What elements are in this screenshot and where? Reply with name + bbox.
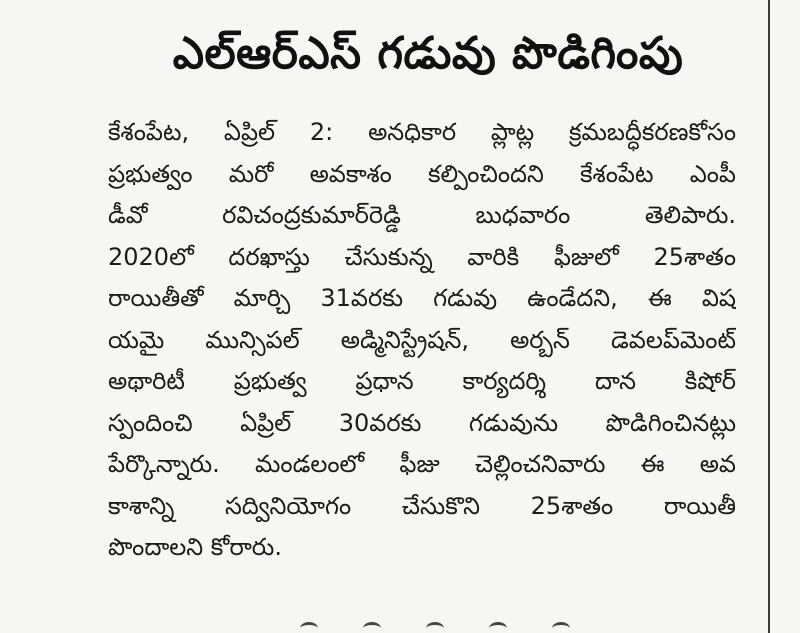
text-fragment [552,622,570,633]
text-fragment [363,622,381,633]
article-line: రాయితీతో మార్చి 31వరకు గడువు ఉండేదని, ఈ విష [108,284,736,312]
text-fragment [300,622,318,633]
text-fragment [489,622,507,633]
article-line: 2020లో దరఖాస్తు చేసుకున్న వారికి ఫీజులో 25శాతం [108,242,736,271]
article-headline: ఎల్‌ఆర్‌ఎస్ గడువు పొడిగింపు [172,28,684,79]
article-line: యమై మున్సిపల్ అడ్మినిస్ట్రేషన్, అర్బన్ డెవలప్‌మెంట్ [108,325,736,354]
article-line: పొందాలని కోరారు. [108,533,282,561]
article-line: స్పందించి ఏప్రిల్ 30వరకు గడువును పొడిగించినట్లు [108,408,736,437]
article-line: అథారిటీ ప్రభుత్వ ప్రధాన కార్యదర్శి దాన కిషోర్ [108,367,736,395]
text-fragment [426,622,444,633]
article-line: పేర్కొన్నారు. మండలంలో ఫీజు చెల్లించనివారు ఈ అవ [108,450,736,478]
article-line: కాశాన్ని సద్వినియోగం చేసుకొని 25శాతం రాయితీ [108,491,736,520]
article-body [108,112,736,569]
column-divider [768,0,770,633]
cropped-previous-text [110,0,730,8]
article-line: ప్రభుత్వం మరో అవకాశం కల్పించిందని కేశంపేట ఎంపీ [108,159,736,188]
cropped-next-text [300,620,630,633]
article-line: కేశంపేట, ఏప్రిల్ 2: అనధికార ప్లాట్ల క్రమబద్ధీకరణకోసం [108,118,736,146]
article-line: డీవో రవిచంద్రకుమార్‌రెడ్డి బుధవారం తెలిపారు. [108,201,736,229]
